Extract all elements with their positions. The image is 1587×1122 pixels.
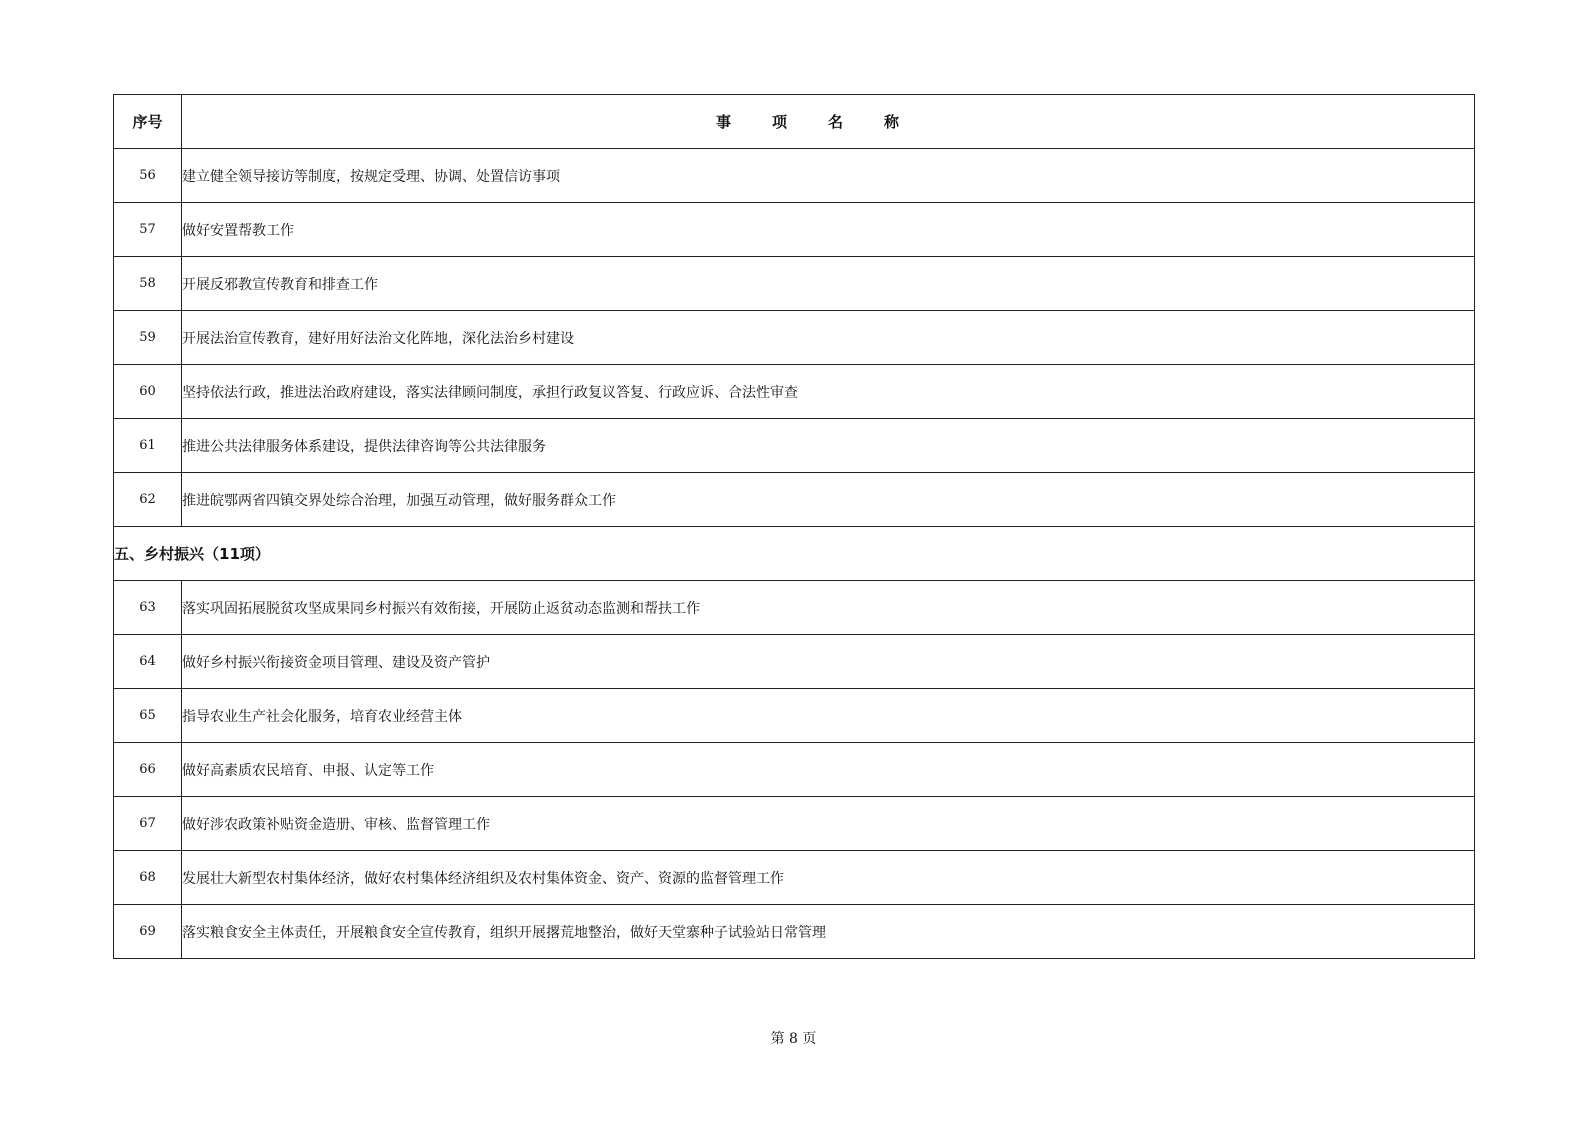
header-matter-name: 事项名称	[182, 95, 1475, 149]
row-matter-name: 建立健全领导接访等制度，按规定受理、协调、处置信访事项	[182, 149, 1475, 203]
row-matter-name: 推进公共法律服务体系建设，提供法律咨询等公共法律服务	[182, 419, 1475, 473]
row-matter-name: 落实粮食安全主体责任，开展粮食安全宣传教育，组织开展撂荒地整治，做好天堂寨种子试验站日常管理	[182, 905, 1475, 959]
table-row	[114, 365, 1475, 419]
row-matter-name: 坚持依法行政，推进法治政府建设，落实法律顾问制度，承担行政复议答复、行政应诉、合法性审查	[182, 365, 1475, 419]
table-row	[114, 797, 1475, 851]
row-matter-name: 开展反邪教宣传教育和排查工作	[182, 257, 1475, 311]
row-serial-number: 57	[114, 203, 182, 257]
section-title: 五、乡村振兴（11项）	[114, 527, 1475, 581]
table-row	[114, 743, 1475, 797]
row-matter-name: 推进皖鄂两省四镇交界处综合治理，加强互动管理，做好服务群众工作	[182, 473, 1475, 527]
row-serial-number: 69	[114, 905, 182, 959]
table-row	[114, 149, 1475, 203]
table-row	[114, 257, 1475, 311]
table-row	[114, 473, 1475, 527]
header-serial-number: 序号	[114, 95, 182, 149]
row-serial-number: 64	[114, 635, 182, 689]
section-heading-row	[114, 527, 1475, 581]
row-serial-number: 56	[114, 149, 182, 203]
row-serial-number: 59	[114, 311, 182, 365]
table-header-row	[114, 95, 1475, 149]
table-row	[114, 905, 1475, 959]
table-row	[114, 311, 1475, 365]
table-row	[114, 851, 1475, 905]
row-matter-name: 做好安置帮教工作	[182, 203, 1475, 257]
row-matter-name: 做好涉农政策补贴资金造册、审核、监督管理工作	[182, 797, 1475, 851]
table-row	[114, 581, 1475, 635]
row-serial-number: 63	[114, 581, 182, 635]
table-row	[114, 419, 1475, 473]
row-matter-name: 开展法治宣传教育，建好用好法治文化阵地，深化法治乡村建设	[182, 311, 1475, 365]
row-serial-number: 67	[114, 797, 182, 851]
table-row	[114, 203, 1475, 257]
row-matter-name: 做好乡村振兴衔接资金项目管理、建设及资产管护	[182, 635, 1475, 689]
row-serial-number: 58	[114, 257, 182, 311]
row-matter-name: 指导农业生产社会化服务，培育农业经营主体	[182, 689, 1475, 743]
table-row	[114, 635, 1475, 689]
page-number: 第 8 页	[770, 1031, 817, 1047]
row-serial-number: 60	[114, 365, 182, 419]
row-matter-name: 做好高素质农民培育、申报、认定等工作	[182, 743, 1475, 797]
row-serial-number: 68	[114, 851, 182, 905]
row-serial-number: 61	[114, 419, 182, 473]
row-serial-number: 66	[114, 743, 182, 797]
row-matter-name: 发展壮大新型农村集体经济，做好农村集体经济组织及农村集体资金、资产、资源的监督管理工作	[182, 851, 1475, 905]
row-serial-number: 62	[114, 473, 182, 527]
row-matter-name: 落实巩固拓展脱贫攻坚成果同乡村振兴有效衔接，开展防止返贫动态监测和帮扶工作	[182, 581, 1475, 635]
table-row	[114, 689, 1475, 743]
row-serial-number: 65	[114, 689, 182, 743]
matters-table	[113, 94, 1475, 959]
